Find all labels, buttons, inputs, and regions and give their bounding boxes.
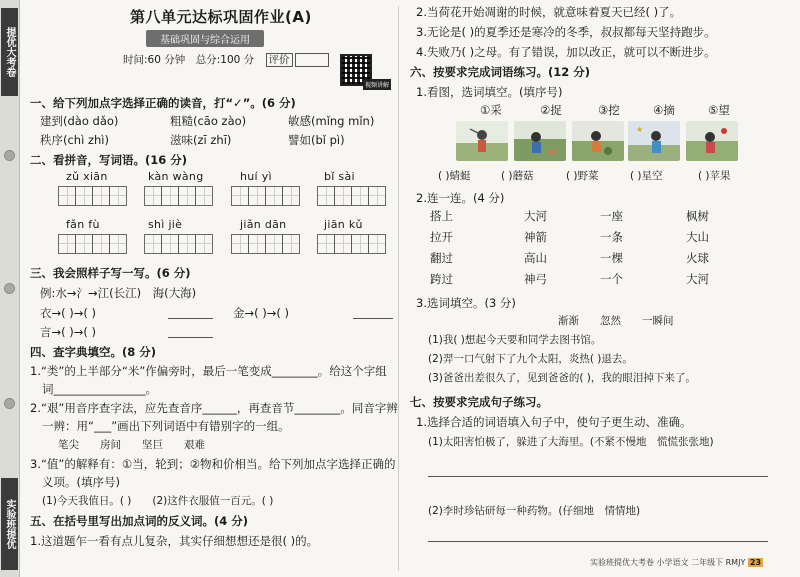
writing-grid[interactable] — [231, 234, 299, 254]
match-word[interactable]: 翻过 — [430, 251, 453, 265]
s1-item[interactable]: 滋味(zī zhī) — [170, 133, 232, 147]
page-footer — [590, 557, 763, 568]
picture-apple — [686, 121, 738, 161]
pinyin-prompt: jiǎn dān — [240, 218, 287, 231]
match-word[interactable]: 一座 — [600, 209, 623, 223]
match-word[interactable]: 大河 — [686, 272, 709, 286]
binding-hole — [4, 283, 15, 294]
picture-wild-herbs — [572, 121, 624, 161]
answer-line[interactable] — [428, 541, 768, 542]
match-word[interactable]: 火球 — [686, 251, 709, 265]
s3-line[interactable]: 言→( )→( ) — [40, 325, 97, 339]
s5-q3[interactable]: 3.无论是( )的夏季还是寒冷的冬季，叔叔都每天坚持跑步。 — [416, 25, 716, 39]
s1-item[interactable]: 秩序(chì zhì) — [40, 133, 109, 147]
s4-q3-items[interactable]: (1)今天我值日。( ) (2)这件衣服值一百元。( ) — [42, 495, 274, 507]
s1-item[interactable]: 粗糙(cāo zào) — [170, 114, 247, 128]
section-4-heading: 四、查字典填空。(8 分) — [30, 345, 157, 359]
match-word[interactable]: 高山 — [524, 251, 547, 265]
s6-q2: 2.连一连。(4 分) — [416, 191, 505, 205]
score-box[interactable] — [295, 53, 329, 67]
pinyin-prompt: shì jiè — [148, 218, 183, 231]
pinyin-prompt: kàn wàng — [148, 170, 204, 183]
page-number: 23 — [749, 558, 762, 567]
fill-sentence[interactable]: (2)羿一口气射下了九个太阳，炎热( )退去。 — [428, 353, 633, 365]
s7-item: (2)李时珍钻研每一种药物。(仔细地 情情地) — [428, 505, 641, 517]
s4-q2[interactable]: 2.“艰”用音序查字法，应先查音序______，再查音节________。同音字辨 — [30, 401, 398, 415]
s7-item: (1)太阳害怕极了，躲进了大海里。(不紧不慢地 慌慌张张地) — [428, 436, 714, 448]
match-word[interactable]: 一棵 — [600, 251, 623, 265]
s5-q4[interactable]: 4.失败乃( )之母。有了错误，加以改正，就可以不断进步。 — [416, 45, 716, 59]
writing-grid[interactable] — [231, 186, 299, 206]
writing-grid[interactable] — [58, 234, 126, 254]
answer-line[interactable] — [168, 318, 213, 319]
match-word[interactable]: 跨过 — [430, 272, 453, 286]
s5-q2[interactable]: 2.当荷花开始凋谢的时候，就意味着夏天已经( )了。 — [416, 5, 682, 19]
match-word[interactable]: 神箭 — [524, 230, 547, 244]
child-figure-icon — [514, 121, 566, 161]
s3-line[interactable]: 金→( )→( ) — [233, 306, 290, 320]
writing-grid[interactable] — [144, 234, 212, 254]
word-bank: 渐渐 忽然 一瞬间 — [558, 315, 674, 327]
pinyin-prompt: fǎn fù — [66, 218, 100, 231]
pinyin-prompt: huí yì — [240, 170, 272, 183]
section-6-heading: 六、按要求完成词语练习。(12 分) — [410, 65, 591, 79]
match-word[interactable]: 搭上 — [430, 209, 453, 223]
verb-option: ⑤望 — [708, 103, 730, 117]
pinyin-prompt: jiān kǔ — [324, 218, 363, 231]
svg-text:★: ★ — [636, 125, 644, 134]
writing-grid[interactable] — [144, 186, 212, 206]
qr-caption: 视频讲解 — [363, 79, 391, 90]
child-figure-icon — [686, 121, 738, 161]
s4-q3-cont: 义项。(填序号) — [42, 475, 120, 489]
binding-hole — [4, 398, 15, 409]
page-title: 第八单元达标巩固作业(A) — [130, 8, 312, 26]
child-figure-icon — [628, 121, 680, 161]
s4-q1-cont[interactable]: 词________________。 — [42, 382, 157, 396]
blank-item[interactable]: ( )蘑菇 — [501, 170, 534, 182]
section-5-heading: 五、在括号里写出加点词的反义词。(4 分) — [30, 514, 249, 528]
s4-q1[interactable]: 1.“类”的上半部分“米”作偏旁时，最后一笔变成________。给这个字组 — [30, 364, 387, 378]
picture-dragonfly — [456, 121, 508, 161]
verb-option: ③挖 — [598, 103, 620, 117]
answer-line[interactable] — [353, 318, 393, 319]
blank-item[interactable]: ( )星空 — [630, 170, 663, 182]
edge-brand-top: 提优大考卷 — [1, 8, 18, 96]
binding-edge — [0, 0, 20, 577]
footer-text: 实验班提优大考卷 小学语文 二年级下 RMJY — [590, 558, 746, 567]
blank-item[interactable]: ( )蜻蜓 — [438, 170, 471, 182]
answer-line[interactable] — [168, 337, 213, 338]
pinyin-prompt: zǔ xiān — [66, 170, 108, 183]
verb-option: ①采 — [480, 103, 502, 117]
s1-item[interactable]: 建到(dào dǎo) — [40, 114, 119, 128]
s5-q1[interactable]: 1.这道题乍一看有点儿复杂，其实仔细想想还是很( )的。 — [30, 534, 319, 548]
writing-grid[interactable] — [58, 186, 126, 206]
section-3-heading: 三、我会照样子写一写。(6 分) — [30, 266, 191, 280]
time-score-info — [123, 52, 329, 67]
match-word[interactable]: 大河 — [524, 209, 547, 223]
s6-q1: 1.看图，选词填空。(填序号) — [416, 85, 563, 99]
match-word[interactable]: 拉开 — [430, 230, 453, 244]
binding-hole — [4, 150, 15, 161]
s1-item[interactable]: 譬如(bǐ pì) — [288, 133, 345, 147]
verb-option: ④摘 — [653, 103, 675, 117]
s7-q1: 1.选择合适的词语填入句子中，使句子更生动、准确。 — [416, 415, 692, 429]
s4-q3[interactable]: 3.“值”的解释有：①当，轮到；②物和价相当。给下列加点字选择正确的 — [30, 457, 396, 471]
writing-grid[interactable] — [317, 234, 385, 254]
s6-q3: 3.选词填空。(3 分) — [416, 296, 516, 310]
picture-mushroom — [514, 121, 566, 161]
s1-item[interactable]: 敏感(mǐng mǐn) — [288, 114, 375, 128]
s3-line[interactable]: 衣→( )→( ) — [40, 306, 97, 320]
time-score-text: 时间:60 分钟 总分:100 分 — [123, 54, 255, 66]
section-7-heading: 七、按要求完成句子练习。 — [410, 395, 548, 409]
verb-option: ②捉 — [540, 103, 562, 117]
match-word[interactable]: 神弓 — [524, 272, 547, 286]
column-divider — [398, 6, 399, 571]
picture-starry-sky — [628, 121, 680, 161]
s3-example: 例:水→氵→江(长江) 海(大海) — [40, 286, 197, 300]
fill-sentence[interactable]: (3)爸爸出差很久了，见到爸爸的( )，我的眼泪掉下来了。 — [428, 372, 696, 384]
section-1-heading: 一、给下列加点字选择正确的读音，打“✓”。(6 分) — [30, 96, 296, 110]
fill-sentence[interactable]: (1)我( )想起今天要和同学去图书馆。 — [428, 334, 602, 346]
s4-q2-options: 笔尖 房间 坚巨 艰难 — [58, 439, 205, 451]
answer-line[interactable] — [428, 476, 768, 477]
edge-brand-bottom: 实验班提优 — [1, 478, 18, 570]
s4-q2-cont[interactable]: 一辨：用“___”画出下列词语中有错别字的一组。 — [42, 419, 290, 433]
score-label: 评价 — [266, 53, 293, 67]
page-subtitle: 基础巩固与综合运用 — [146, 30, 264, 47]
match-word[interactable]: 枫树 — [686, 209, 709, 223]
match-word[interactable]: 一个 — [600, 272, 623, 286]
blank-item[interactable]: ( )野菜 — [566, 170, 599, 182]
section-2-heading: 二、看拼音，写词语。(16 分) — [30, 153, 188, 167]
writing-grid[interactable] — [317, 186, 385, 206]
child-figure-icon — [572, 121, 624, 161]
child-figure-icon — [456, 121, 508, 161]
match-word[interactable]: 一条 — [600, 230, 623, 244]
pinyin-prompt: bǐ sài — [324, 170, 355, 183]
match-word[interactable]: 大山 — [686, 230, 709, 244]
blank-item[interactable]: ( )苹果 — [698, 170, 731, 182]
